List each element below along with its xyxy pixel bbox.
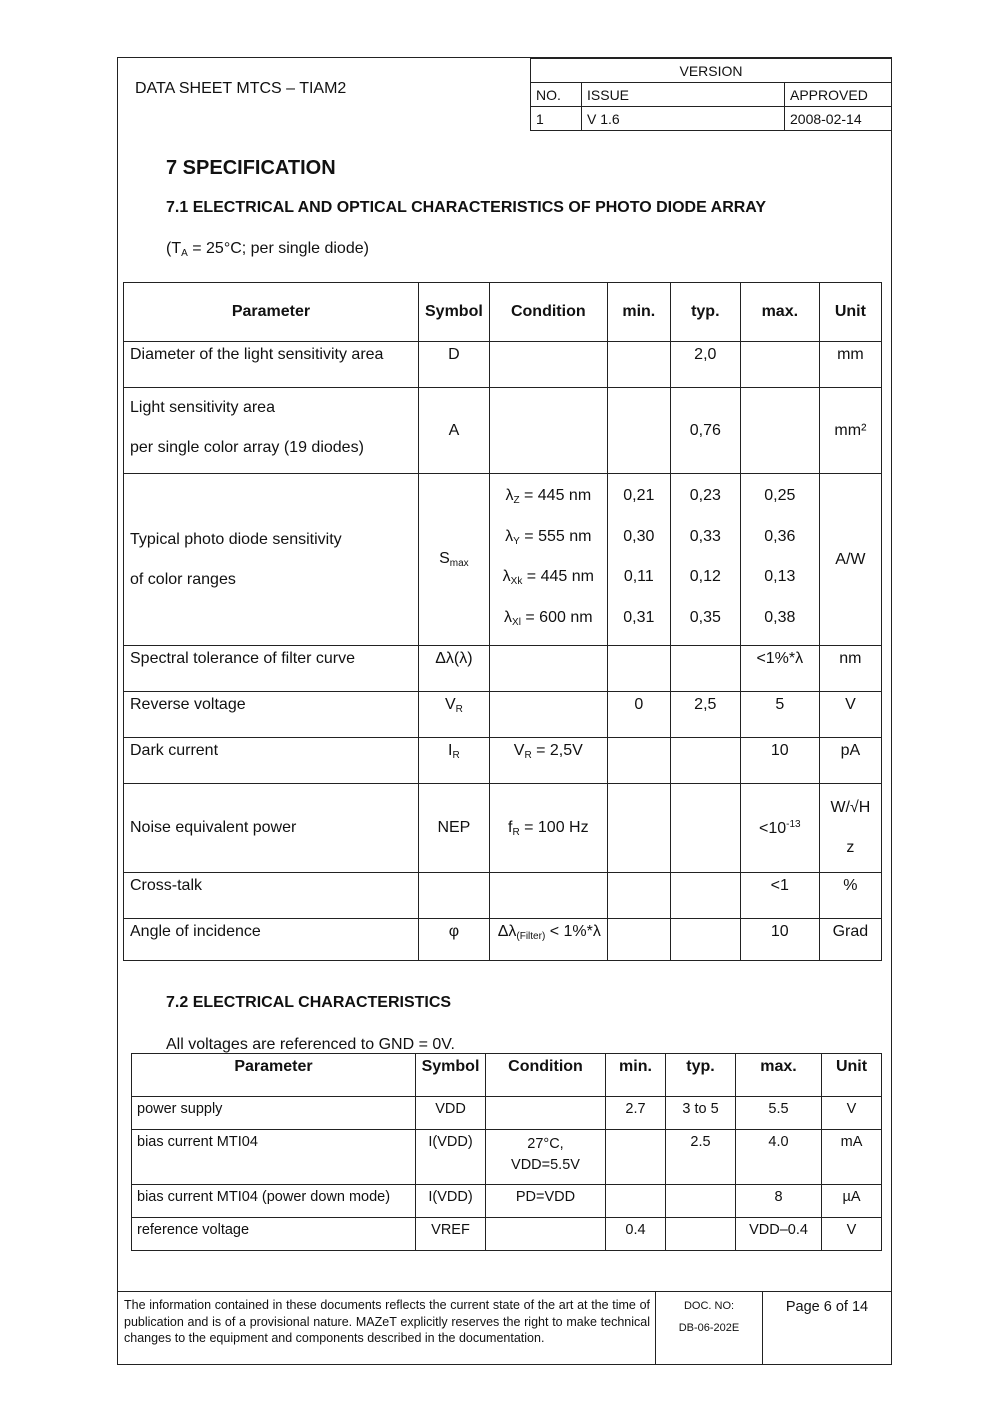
table-row: Reverse voltage $V_R$ 0 2,5 5 V — [124, 692, 882, 738]
subsection-title-7-2: 7.2 ELECTRICAL CHARACTERISTICS — [166, 994, 452, 1011]
table-row: Angle of incidence φ $\Delta\lambda_{(Filter)} < 1\%*\lambda$ 10 Grad — [124, 919, 882, 961]
table-row: Cross-talk <1 % — [124, 873, 882, 919]
document-title: DATA SHEET MTCS – TIAM2 — [135, 80, 347, 97]
col-typ: typ. — [670, 283, 740, 342]
col-max: max. — [740, 283, 819, 342]
table-row: bias current MTI04 (power down mode) I(VDD) PD=VDD 8 µA — [132, 1185, 882, 1218]
col-symbol: Symbol — [419, 283, 490, 342]
conditions-note: ($T_A = 25^\circ C$; per single diode) — [166, 240, 369, 259]
col-min: min. — [607, 283, 670, 342]
col-max: max. — [736, 1054, 822, 1097]
version-label: VERSION — [531, 59, 892, 83]
elec-header-row — [132, 1054, 882, 1097]
col-parameter: Parameter — [132, 1054, 416, 1097]
version-no: 1 — [531, 107, 582, 131]
col-condition: Condition — [486, 1054, 606, 1097]
electrical-table — [131, 1053, 882, 1251]
doc-no-value: DB-06-202E — [678, 1322, 740, 1334]
version-approved: 2008-02-14 — [785, 107, 892, 131]
spec-table — [123, 282, 882, 961]
footer-doc-number — [655, 1292, 763, 1365]
table-row: power supply VDD 2.7 3 to 5 5.5 V — [132, 1097, 882, 1130]
page-number: Page 6 of 14 — [785, 1299, 869, 1315]
doc-no-label: DOC. NO: — [683, 1300, 735, 1312]
col-unit: Unit — [819, 283, 881, 342]
version-issue: V 1.6 — [582, 107, 785, 131]
version-col-approved: APPROVED — [785, 83, 892, 107]
col-unit: Unit — [822, 1054, 882, 1097]
footer-disclaimer: The information contained in these documents reflects the current state of the art at the time of publication and is of a provisional nature. MAZeT explicitly reserves the right to make technical changes to the equipment and components described in the documentation. — [124, 1298, 650, 1345]
voltage-note: All voltages are referenced to GND = 0V. — [166, 1036, 455, 1053]
table-row: Light sensitivity area per single color array (19 diodes) A 0,76 mm² — [124, 388, 882, 474]
section-title: 7 SPECIFICATION — [166, 157, 336, 179]
version-table — [530, 58, 892, 131]
spec-header-row — [124, 283, 882, 342]
table-row: Dark current $I_R$ $V_R = 2,5V$ 10 pA — [124, 738, 882, 784]
col-condition: Condition — [489, 283, 607, 342]
col-parameter: Parameter — [124, 283, 419, 342]
col-symbol: Symbol — [416, 1054, 486, 1097]
table-row: reference voltage VREF 0.4 VDD–0.4 V — [132, 1218, 882, 1251]
table-row: Diameter of the light sensitivity area D 2,0 mm — [124, 342, 882, 388]
footer — [118, 1291, 892, 1365]
col-typ: typ. — [666, 1054, 736, 1097]
version-col-no: NO. — [531, 83, 582, 107]
subsection-title-7-1: 7.1 ELECTRICAL AND OPTICAL CHARACTERISTICS OF PHOTO DIODE ARRAY — [166, 199, 767, 216]
table-row: Spectral tolerance of filter curve Δλ(λ) <1%*λ nm — [124, 646, 882, 692]
col-min: min. — [606, 1054, 666, 1097]
table-row: Noise equivalent power NEP $f_R = 100$ Hz $<10^{-13}$ W/√H z — [124, 784, 882, 873]
table-row: Typical photo diode sensitivity of color ranges $S_{max}$ $\lambda_Z = 445$ nm $\lambda_Y = 555$ nm $\lambda_{Xk} = 445$ nm $\lambda_{Xl} = 600$ nm 0,21 0,30 0,11 0,31 0,23 0,33 0,12 0,35 0,25 0,36 0,13 0,38 A/W — [124, 474, 882, 646]
version-col-issue: ISSUE — [582, 83, 785, 107]
table-row: bias current MTI04 I(VDD) 27°C, VDD=5.5V 2.5 4.0 mA — [132, 1130, 882, 1185]
